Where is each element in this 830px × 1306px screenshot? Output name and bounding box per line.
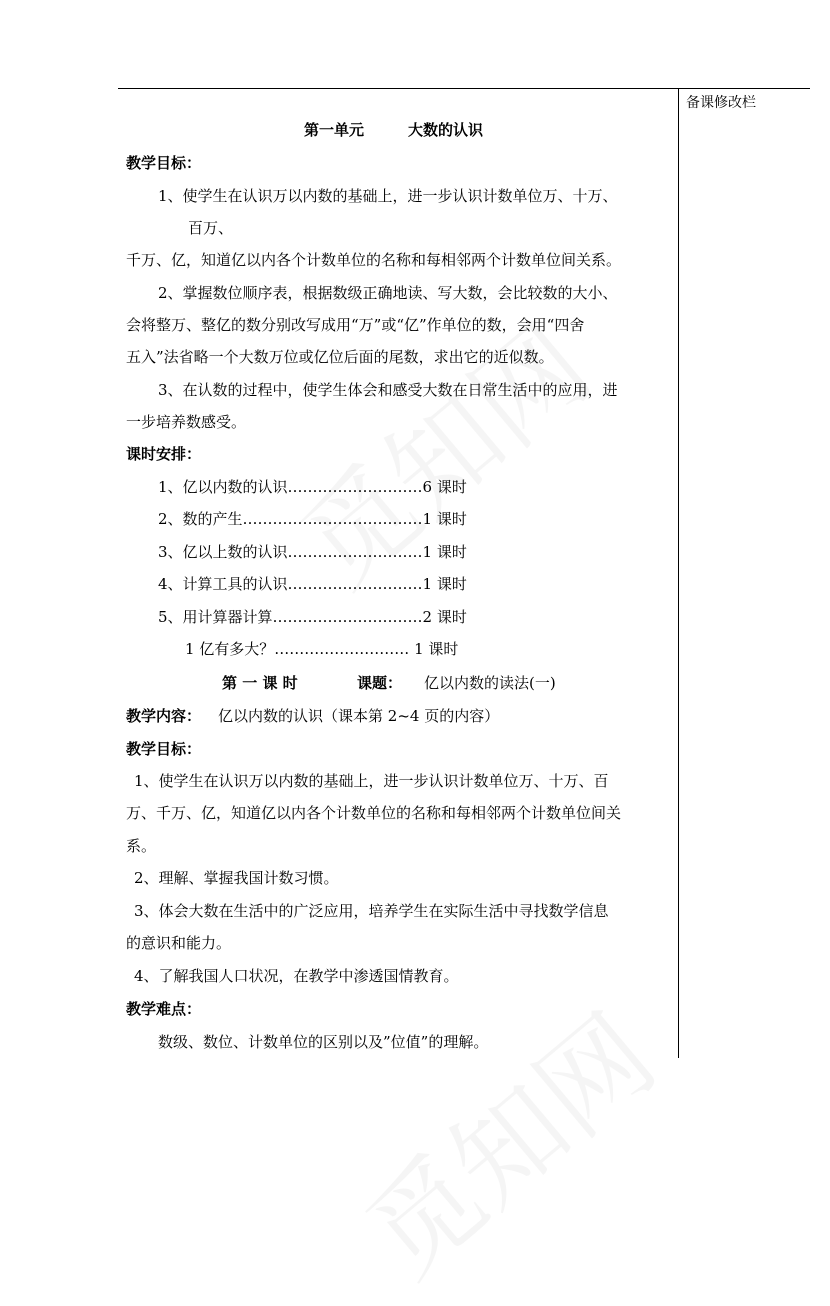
- top-rule: [118, 88, 810, 89]
- lesson-objective-line: 系。: [126, 837, 157, 855]
- margin-column-label: 备课修改栏: [686, 95, 756, 111]
- objective-line: 百万、: [188, 219, 234, 237]
- objective-line: 五入”法省略一个大数万位或亿位后面的尾数，求出它的近似数。: [126, 348, 554, 366]
- objective-line: 一步培养数感受。: [126, 413, 247, 431]
- content-label: 教学内容：: [126, 707, 202, 725]
- schedule-item: 1 亿有多大？……………………… 1 课时: [185, 640, 459, 658]
- objective-line: 会将整万、整亿的数分别改写成用“万”或“亿”作单位的数，会用“四舍: [126, 316, 585, 334]
- lesson-label: 第 一 课 时: [222, 674, 298, 692]
- content-text: 亿以内数的认识（课本第 2~4 页的内容）: [218, 707, 500, 725]
- lesson-objective-line: 2、理解、掌握我国计数习惯。: [134, 869, 339, 887]
- watermark-lower: [328, 972, 682, 1305]
- schedule-item: 3、亿以上数的认识………………………1 课时: [158, 543, 467, 561]
- objective-line: 千万、亿，知道亿以内各个计数单位的名称和每相邻两个计数单位间关系。: [126, 251, 622, 269]
- margin-column-rule: [678, 88, 679, 1058]
- unit-title: 第一单元: [304, 121, 365, 139]
- lesson-objective-line: 3、体会大数在生活中的广泛应用，培养学生在实际生活中寻找数学信息: [134, 902, 609, 920]
- objective-line: 3、在认数的过程中，使学生体会和感受大数在日常生活中的应用，进: [158, 381, 618, 399]
- lesson-topic: 亿以内数的读法(一): [424, 674, 556, 692]
- difficulty-heading: 教学难点：: [126, 1000, 202, 1018]
- schedule-item: 4、计算工具的认识………………………1 课时: [158, 575, 467, 593]
- lesson-objective-line: 万、千万、亿，知道亿以内各个计数单位的名称和每相邻两个计数单位间关: [126, 804, 622, 822]
- objective-line: 2、掌握数位顺序表，根据数级正确地读、写大数，会比较数的大小、: [158, 284, 618, 302]
- difficulty-text: 数级、数位、计数单位的区别以及”位值”的理解。: [158, 1033, 489, 1051]
- lesson-objective-line: 的意识和能力。: [126, 934, 232, 952]
- schedule-item: 2、数的产生………………………………1 课时: [158, 510, 467, 528]
- schedule-heading: 课时安排：: [126, 445, 202, 463]
- objective-line: 1、使学生在认识万以内数的基础上，进一步认识计数单位万、十万、: [158, 187, 618, 205]
- lesson-objective-line: 4、了解我国人口状况，在教学中渗透国情教育。: [134, 967, 459, 985]
- schedule-item: 1、亿以内数的认识………………………6 课时: [158, 478, 467, 496]
- lesson-topic-label: 课题：: [357, 674, 403, 692]
- unit-subtitle: 大数的认识: [408, 121, 484, 139]
- objectives-heading: 教学目标：: [126, 154, 202, 172]
- schedule-item: 5、用计算器计算…………………………2 课时: [158, 608, 467, 626]
- lesson-objectives-heading: 教学目标：: [126, 740, 202, 758]
- lesson-objective-line: 1、使学生在认识万以内数的基础上，进一步认识计数单位万、十万、百: [134, 772, 609, 790]
